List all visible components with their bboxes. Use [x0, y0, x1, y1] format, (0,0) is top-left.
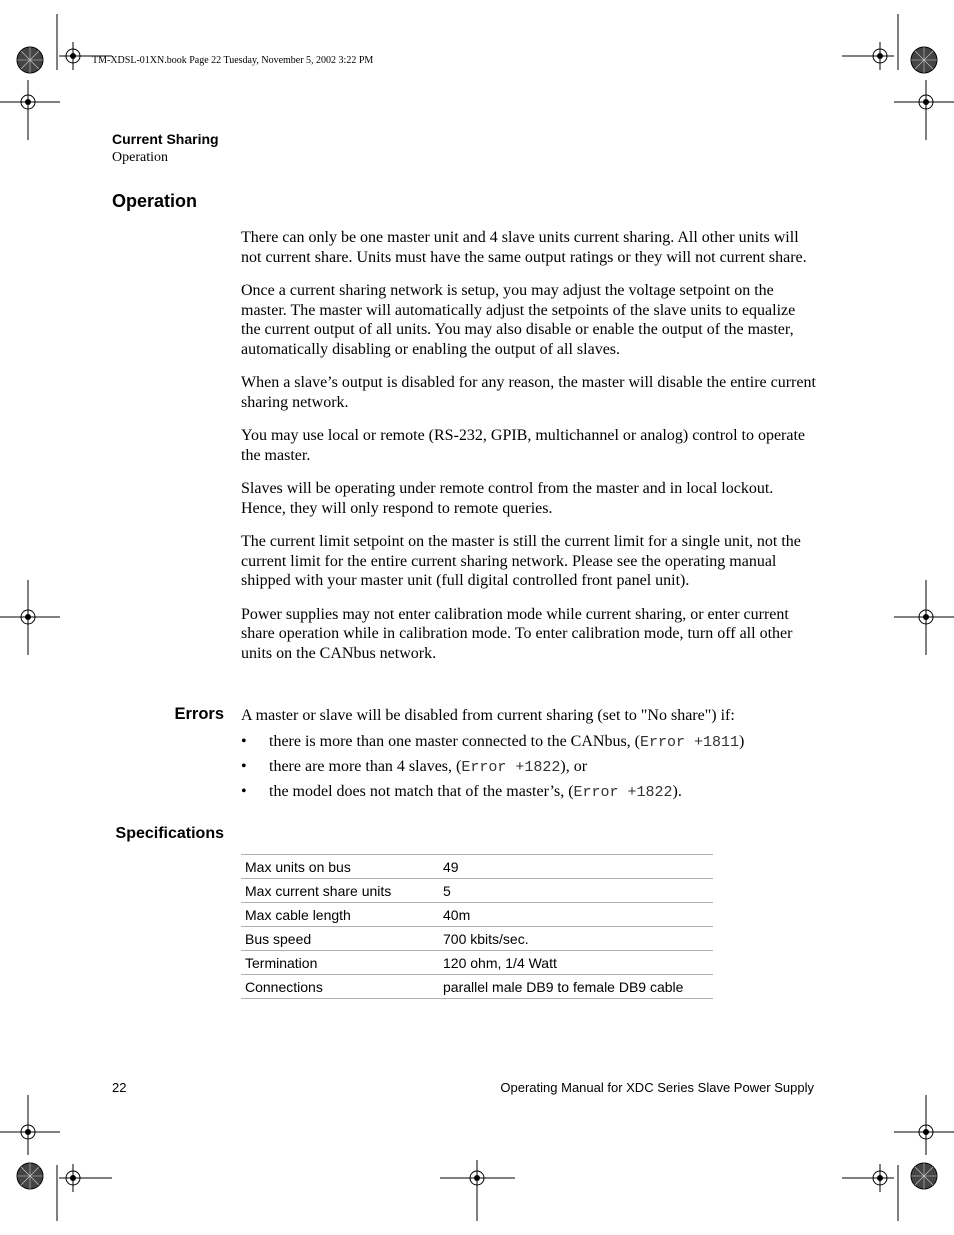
- section-title: Operation: [112, 191, 198, 211]
- paragraph: Once a current sharing network is setup, you may adjust the voltage setpoint on the master. The master will automatically adjust the setpoints of the slave units to equalize the current output of all units. You may also disable or enable the output of the master, automatically disabling or enabling the output of all slaves.: [241, 282, 796, 358]
- page-number: 22: [112, 1080, 127, 1095]
- body-paragraphs: [241, 228, 816, 677]
- error-code: Error +1822: [461, 759, 561, 776]
- errors-heading: Errors: [174, 705, 224, 723]
- table-row: Max current share units 5: [241, 879, 713, 903]
- paragraph: When a slave’s output is disabled for any reason, the master will disable the entire current sharing network.: [241, 374, 816, 411]
- list-item: • there are more than 4 slaves, (Error +1822), or: [241, 758, 588, 776]
- table-row: Max units on bus 49: [241, 855, 713, 879]
- bullet-icon: •: [241, 758, 247, 775]
- paragraph: Power supplies may not enter calibration mode while current sharing, or enter current share operation while in calibration mode. To enter calibration mode, turn off all other units on the CANbus network.: [241, 605, 793, 662]
- table-row: Termination 120 ohm, 1/4 Watt: [241, 951, 713, 975]
- error-code: Error +1822: [573, 784, 673, 801]
- paragraph: There can only be one master unit and 4 slave units current sharing. All other units will not current share. Units must have the same output ratings or they will not current share.: [241, 229, 807, 266]
- specifications-heading: Specifications: [115, 825, 224, 842]
- errors-intro: A master or slave will be disabled from current sharing (set to "No share") if:: [241, 707, 735, 724]
- list-item: • the model does not match that of the master’s, (Error +1822).: [241, 783, 682, 801]
- paragraph: The current limit setpoint on the master is still the current limit for a single unit, not the current limit for the entire current sharing network. Please see the operating manual shipped with your master unit (full digital controlled front panel unit).: [241, 533, 801, 589]
- book-line: TM-XDSL-01XN.book Page 22 Tuesday, November 5, 2002 3:22 PM: [92, 55, 374, 66]
- table-row: Max cable length 40m: [241, 903, 713, 927]
- bullet-icon: •: [241, 783, 247, 800]
- footer-title: Operating Manual for XDC Series Slave Power Supply: [500, 1080, 814, 1095]
- table-row: Connections parallel male DB9 to female DB9 cable: [241, 975, 713, 999]
- running-head-title: Current Sharing: [112, 131, 219, 147]
- bullet-icon: •: [241, 733, 247, 750]
- running-head-subtitle: Operation: [112, 150, 168, 165]
- list-item: • there is more than one master connected to the CANbus, (Error +1811): [241, 733, 745, 751]
- paragraph: You may use local or remote (RS-232, GPIB, multichannel or analog) control to operate the master.: [241, 427, 806, 464]
- specifications-table: [241, 854, 713, 999]
- table-row: Bus speed 700 kbits/sec.: [241, 927, 713, 951]
- paragraph: Slaves will be operating under remote control from the master and in local lockout. Hence, they will only respond to remote queries.: [241, 480, 774, 517]
- errors-list: [241, 732, 816, 807]
- error-code: Error +1811: [640, 734, 740, 751]
